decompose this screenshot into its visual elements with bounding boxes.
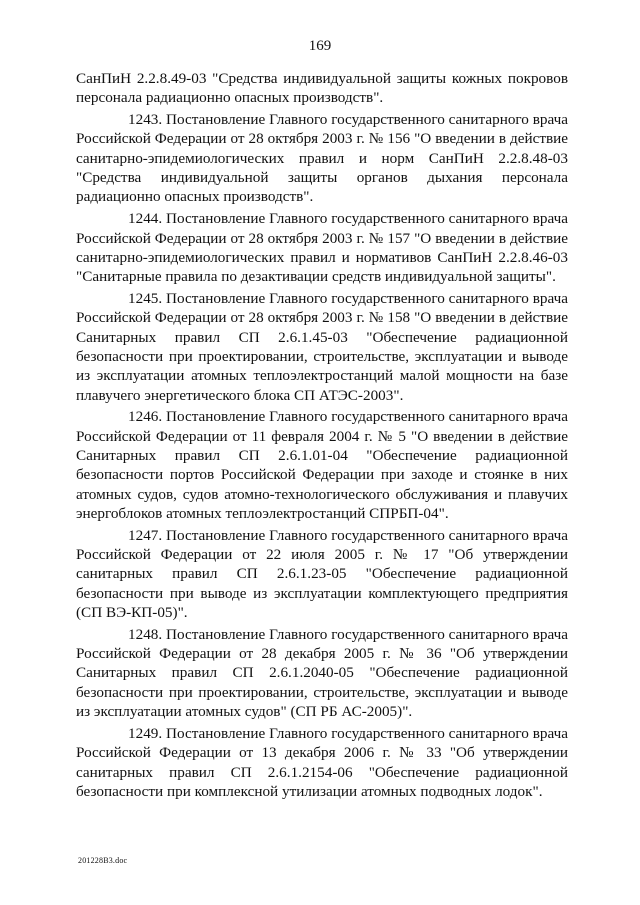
footer-filename: 201228B3.doc <box>78 856 128 865</box>
paragraph-1243: 1243. Постановление Главного государственного санитарного врача Российской Федерации от 28 октября 2003 г. № 156 "О введении в действие санитарно-эпидемиологических правил и норм СанПиН 2.2.8.48-03 "Средства индивидуальной защиты органов дыхания персонала радиационно опасных производств". <box>76 111 568 206</box>
document-body <box>76 69 568 804</box>
paragraph-1249: 1249. Постановление Главного государственного санитарного врача Российской Федерации от 13 декабря 2006 г. № 33 "Об утверждении санитарных правил СП 2.6.1.2154-06 "Обеспечение радиационной безопасности при комплексной утилизации атомных подводных лодок". <box>76 724 568 800</box>
paragraph-1248: 1248. Постановление Главного государственного санитарного врача Российской Федерации от 28 декабря 2005 г. № 36 "Об утверждении Санитарных правил СП 2.6.1.2040-05 "Обеспечение радиационной безопасности при проектировании, строительстве, эксплуатации и выводе из эксплуатации атомных судов" (СП РБ АС-2005)". <box>76 625 568 721</box>
paragraph-1244: 1244. Постановление Главного государственного санитарного врача Российской Федерации от 28 октября 2003 г. № 157 "О введении в действие санитарно-эпидемиологических правил и нормативов СанПиН 2.2.8.46-03 "Санитарные правила по дезактивации средств индивидуальной защиты". <box>76 210 568 286</box>
paragraph-continuation: СанПиН 2.2.8.49-03 "Средства индивидуальной защиты кожных покровов персонала радиационно опасных производств". <box>76 70 568 107</box>
page-number: 169 <box>308 38 332 54</box>
paragraph-1245: 1245. Постановление Главного государственного санитарного врача Российской Федерации от 28 октября 2003 г. № 158 "О введении в действие Санитарных правил СП 2.6.1.45-03 "Обеспечение радиационной безопасности при проектировании, строительстве, эксплуатации и выводе из эксплуатации атомных теплоэлектростанций малой мощности на базе плавучего энергетического блока СП АТЭС-2003". <box>76 290 568 404</box>
paragraph-1247: 1247. Постановление Главного государственного санитарного врача Российской Федерации от 22 июля 2005 г. № 17 "Об утверждении санитарных правил СП 2.6.1.23-05 "Обеспечение радиационной безопасности при выводе из эксплуатации комплектующего предприятия (СП ВЭ-КП-05)". <box>76 526 568 621</box>
paragraph-1246: 1246. Постановление Главного государственного санитарного врача Российской Федерации от 11 февраля 2004 г. № 5 "О введении в действие Санитарных правил СП 2.6.1.01-04 "Обеспечение радиационной безопасности портов Российской Федерации при заходе и стоянке в них атомных судов, судов атомно-технологического обслуживания и плавучих энергоблоков атомных теплоэлектростанций СПРБП-04". <box>76 408 568 522</box>
